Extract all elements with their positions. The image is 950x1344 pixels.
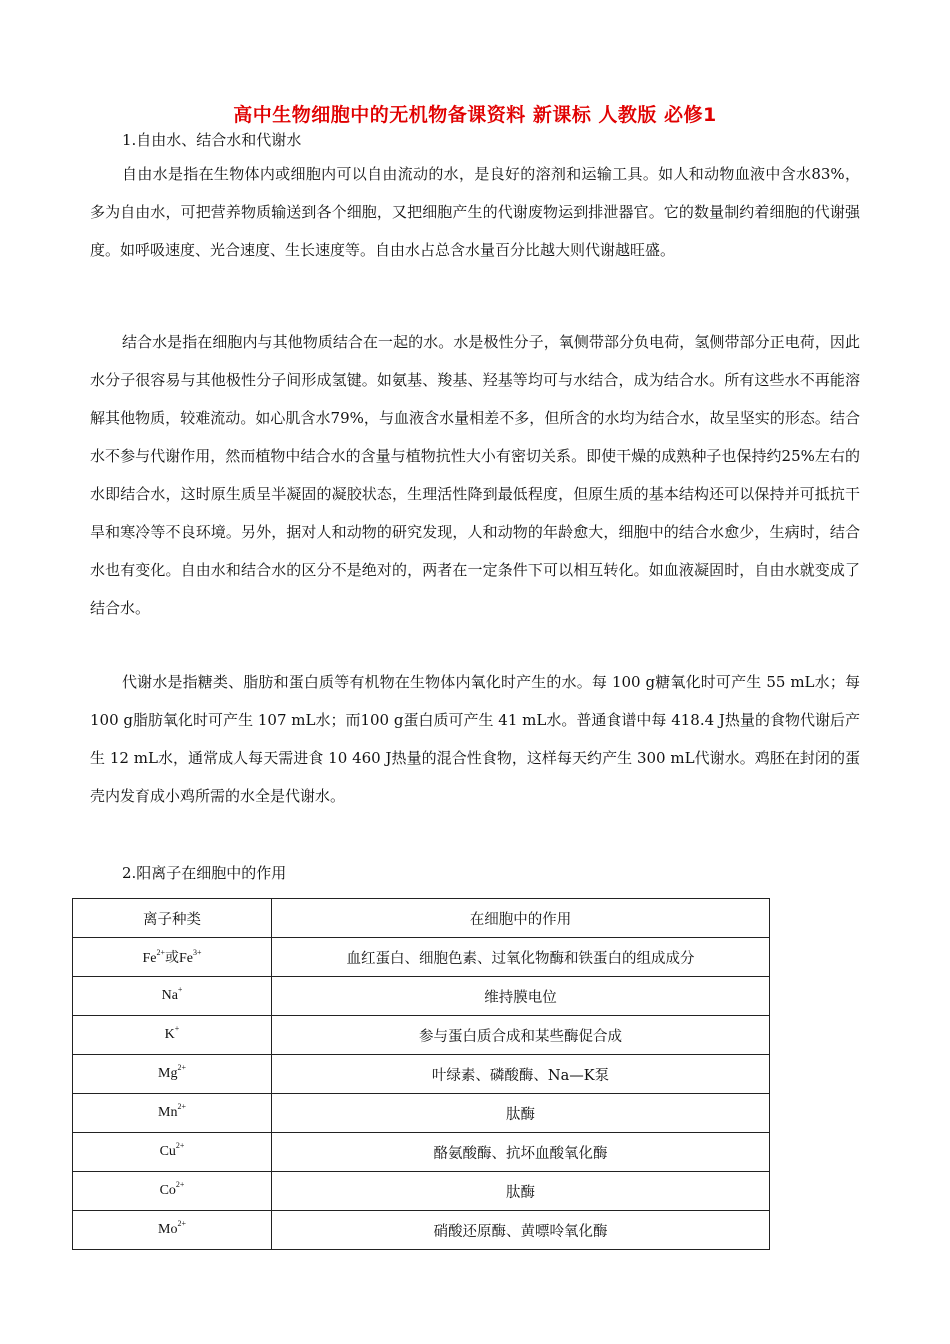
role-cell: 维持膜电位	[272, 977, 770, 1016]
role-cell: 硝酸还原酶、黄嘌呤氧化酶	[272, 1211, 770, 1250]
role-cell: 血红蛋白、细胞色素、过氧化物酶和铁蛋白的组成成分	[272, 938, 770, 977]
role-cell: 酪氨酸酶、抗坏血酸氧化酶	[272, 1133, 770, 1172]
section-1-heading: 1.自由水、结合水和代谢水	[122, 131, 302, 149]
ion-charge: 2+	[156, 948, 165, 957]
ion-cell	[73, 1172, 272, 1211]
cation-table	[72, 898, 770, 1250]
role-cell: 叶绿素、磷酸酶、Na—K泵	[272, 1055, 770, 1094]
ion-charge: +	[177, 985, 183, 994]
table-row	[73, 1094, 770, 1133]
ion-cell	[73, 1211, 272, 1250]
document-title: 高中生物细胞中的无机物备课资料 新课标 人教版 必修1	[233, 104, 717, 126]
ion-cell	[73, 977, 272, 1016]
ion-cell	[73, 1094, 272, 1133]
ion-symbol: Mg	[158, 1066, 178, 1081]
table-row	[73, 1055, 770, 1094]
ion-symbol: Mo	[158, 1222, 178, 1237]
ion-cell	[73, 1133, 272, 1172]
table-row	[73, 1133, 770, 1172]
paragraph-bound-water: 结合水是指在细胞内与其他物质结合在一起的水。水是极性分子，氧侧带部分负电荷，氢侧带部分正电荷，因此水分子很容易与其他极性分子间形成氢键。如氨基、羧基、羟基等均可与水结合，成为结合水。所有这些水不再能溶解其他物质，较难流动。如心肌含水79%，与血液含水量相差不多，但所含的水均为结合水，故呈坚实的形态。结合水不参与代谢作用，然而植物中结合水的含量与植物抗性大小有密切关系。即使干燥的成熟种子也保持约25%左右的水即结合水，这时原生质呈半凝固的凝胶状态，生理活性降到最低程度，但原生质的基本结构还可以保持并可抵抗干旱和寒冷等不良环境。另外，据对人和动物的研究发现，人和动物的年龄愈大，细胞中的结合水愈少，生病时，结合水也有变化。自由水和结合水的区分不是绝对的，两者在一定条件下可以相互转化。如血液凝固时，自由水就变成了结合水。	[90, 333, 860, 617]
ion-charge: +	[174, 1024, 180, 1033]
table-body	[73, 938, 770, 1250]
ion-charge: 2+	[177, 1102, 186, 1111]
ion-charge-alt: 3+	[193, 948, 202, 957]
ion-symbol: Na	[161, 988, 178, 1003]
ion-charge: 2+	[177, 1219, 186, 1228]
ion-symbol: Co	[159, 1183, 176, 1198]
table-header-ion: 离子种类	[73, 899, 272, 938]
table-row	[73, 1016, 770, 1055]
role-cell: 肽酶	[272, 1094, 770, 1133]
ion-symbol: K	[164, 1027, 175, 1042]
ion-cell	[73, 938, 272, 977]
table-row	[73, 1172, 770, 1211]
ion-charge: 2+	[175, 1180, 185, 1189]
table-header-role: 在细胞中的作用	[272, 899, 770, 938]
section-2-heading: 2.阳离子在细胞中的作用	[122, 864, 287, 882]
paragraph-free-water: 自由水是指在生物体内或细胞内可以自由流动的水，是良好的溶剂和运输工具。如人和动物血液中含水83%，多为自由水，可把营养物质输送到各个细胞，又把细胞产生的代谢废物运到排泄器官。它的数量制约着细胞的代谢强度。如呼吸速度、光合速度、生长速度等。自由水占总含水量百分比越大则代谢越旺盛。	[90, 165, 860, 259]
table-row	[73, 1211, 770, 1250]
ion-charge: 2+	[175, 1141, 185, 1150]
ion-cell	[73, 1055, 272, 1094]
table-row	[73, 938, 770, 977]
ion-symbol: Mn	[158, 1105, 178, 1120]
ion-cell	[73, 1016, 272, 1055]
table-row	[73, 977, 770, 1016]
ion-symbol-alt: 或Fe	[165, 951, 193, 966]
ion-symbol: Fe	[142, 951, 157, 966]
ion-symbol: Cu	[159, 1144, 176, 1159]
table-header-row	[73, 899, 770, 938]
ion-charge: 2+	[177, 1063, 186, 1072]
role-cell: 参与蛋白质合成和某些酶促合成	[272, 1016, 770, 1055]
paragraph-metabolic-water: 代谢水是指糖类、脂肪和蛋白质等有机物在生物体内氧化时产生的水。每 100 g糖氧化时可产生 55 mL水；每100 g脂肪氧化时可产生 107 mL水；而100 g蛋白质可产生 41 mL水。普通食谱中每 418.4 J热量的食物代谢后产生 12 mL水，通常成人每天需进食 10 460 J热量的混合性食物，这样每天约产生 300 mL代谢水。鸡胚在封闭的蛋壳内发育成小鸡所需的水全是代谢水。	[90, 673, 860, 805]
role-cell: 肽酶	[272, 1172, 770, 1211]
